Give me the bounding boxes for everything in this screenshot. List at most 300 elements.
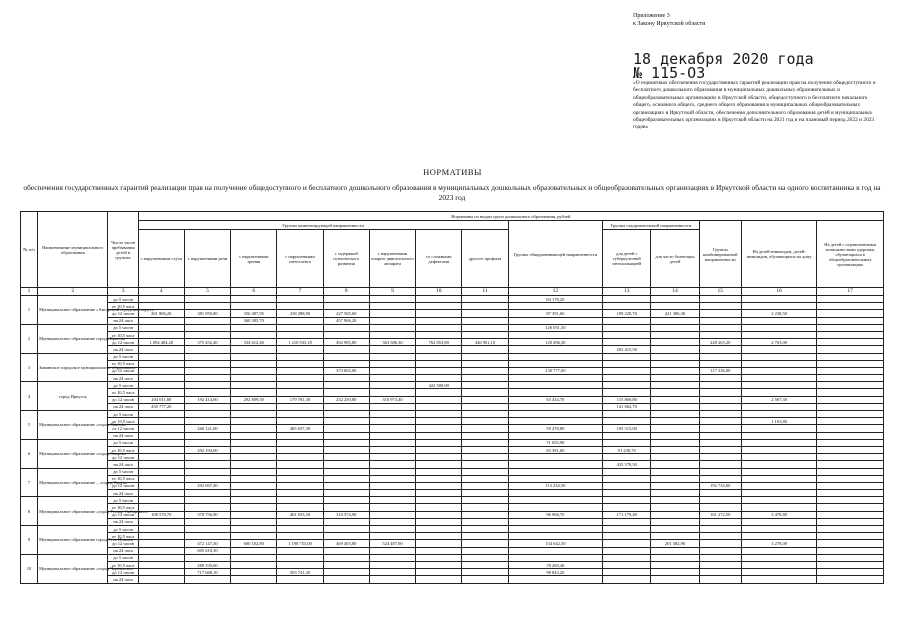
- value-cell: [651, 317, 699, 324]
- value-cell: [323, 331, 369, 338]
- hours-cell: до 5 часов: [108, 324, 138, 331]
- value-cell: [817, 518, 884, 525]
- value-cell: [277, 303, 323, 310]
- value-cell: [277, 446, 323, 453]
- appendix-law-ref: к Закону Иркутской области: [633, 21, 706, 27]
- value-cell: [462, 504, 508, 511]
- value-cell: [603, 382, 651, 389]
- hours-cell: до 12 часов: [108, 540, 138, 547]
- value-cell: [369, 432, 415, 439]
- hours-cell: до 12 часов: [108, 310, 138, 317]
- value-cell: [603, 554, 651, 561]
- value-cell: [231, 576, 277, 583]
- value-cell: 360 385,70: [231, 317, 277, 324]
- value-cell: [277, 576, 323, 583]
- value-cell: 1 094 404,20: [138, 339, 184, 346]
- value-cell: [508, 382, 603, 389]
- value-cell: [416, 403, 462, 410]
- value-cell: [817, 533, 884, 540]
- value-cell: [138, 540, 184, 547]
- value-cell: 260 121,00: [184, 425, 230, 432]
- table-row: [21, 504, 884, 511]
- column-number: 5: [184, 288, 230, 296]
- value-cell: [817, 446, 884, 453]
- value-cell: [277, 360, 323, 367]
- value-cell: [369, 418, 415, 425]
- value-cell: [508, 303, 603, 310]
- value-cell: [651, 576, 699, 583]
- value-cell: 356 487,95: [231, 310, 277, 317]
- municipality-name: Муниципальное образование «город Саянск»: [38, 411, 108, 440]
- value-cell: [323, 533, 369, 540]
- value-cell: [741, 317, 816, 324]
- value-cell: [651, 526, 699, 533]
- value-cell: [699, 360, 741, 367]
- value-cell: [231, 547, 277, 554]
- hours-cell: до 12 часов: [108, 569, 138, 576]
- value-cell: [699, 497, 741, 504]
- value-cell: [369, 411, 415, 418]
- value-cell: [651, 468, 699, 475]
- value-cell: [277, 526, 323, 533]
- value-cell: [817, 547, 884, 554]
- table-row: [21, 561, 884, 568]
- value-cell: [184, 576, 230, 583]
- value-cell: [416, 504, 462, 511]
- value-cell: [603, 367, 651, 374]
- value-cell: [416, 461, 462, 468]
- header-municipality: Наименование муниципального образования: [38, 212, 108, 288]
- column-number: 11: [462, 288, 508, 296]
- value-cell: [462, 446, 508, 453]
- value-cell: 204 011,80: [138, 396, 184, 403]
- value-cell: [817, 389, 884, 396]
- value-cell: 1 198 753,00: [277, 540, 323, 547]
- value-cell: [603, 504, 651, 511]
- value-cell: [462, 403, 508, 410]
- header-col8: с задержкой психического развития: [323, 230, 369, 288]
- value-cell: [603, 490, 651, 497]
- value-cell: [231, 526, 277, 533]
- value-cell: 439 777,20: [138, 403, 184, 410]
- value-cell: [231, 490, 277, 497]
- hours-cell: на 24 часа: [108, 346, 138, 353]
- header-num: № п/п: [21, 212, 38, 288]
- value-cell: [699, 303, 741, 310]
- value-cell: [416, 446, 462, 453]
- value-cell: [416, 475, 462, 482]
- value-cell: [462, 576, 508, 583]
- hours-cell: до 5 часов: [108, 411, 138, 418]
- value-cell: [508, 331, 603, 338]
- value-cell: [138, 360, 184, 367]
- value-cell: [231, 468, 277, 475]
- row-number: 3: [21, 353, 38, 382]
- table-row: [21, 324, 884, 331]
- value-cell: [651, 432, 699, 439]
- value-cell: [462, 526, 508, 533]
- value-cell: [184, 439, 230, 446]
- value-cell: [231, 425, 277, 432]
- value-cell: [323, 411, 369, 418]
- value-cell: 201 382,90: [651, 540, 699, 547]
- hours-cell: до 5 часов: [108, 382, 138, 389]
- column-number: 1: [21, 288, 38, 296]
- value-cell: [184, 367, 230, 374]
- value-cell: [231, 554, 277, 561]
- value-cell: 141 662,70: [603, 403, 651, 410]
- value-cell: [651, 475, 699, 482]
- value-cell: [462, 310, 508, 317]
- value-cell: [184, 432, 230, 439]
- value-cell: [651, 339, 699, 346]
- value-cell: [416, 554, 462, 561]
- value-cell: [231, 296, 277, 303]
- value-cell: [462, 432, 508, 439]
- value-cell: [277, 324, 323, 331]
- value-cell: [231, 475, 277, 482]
- value-cell: [462, 360, 508, 367]
- value-cell: [138, 296, 184, 303]
- value-cell: [699, 446, 741, 453]
- value-cell: [184, 418, 230, 425]
- value-cell: 83 391,60: [508, 446, 603, 453]
- value-cell: [603, 418, 651, 425]
- value-cell: [699, 526, 741, 533]
- value-cell: 2 567,30: [741, 396, 816, 403]
- value-cell: [416, 432, 462, 439]
- value-cell: [699, 569, 741, 576]
- value-cell: [741, 324, 816, 331]
- value-cell: [462, 569, 508, 576]
- value-cell: [416, 482, 462, 489]
- value-cell: 171 179,40: [603, 511, 651, 518]
- value-cell: [277, 547, 323, 554]
- municipality-name: Муниципальное образование «город Свирск»: [38, 439, 108, 468]
- value-cell: [369, 482, 415, 489]
- value-cell: [277, 296, 323, 303]
- value-cell: [817, 497, 884, 504]
- municipality-name: Муниципальное образование «Ангарский городской округ»: [38, 296, 108, 325]
- value-cell: [462, 497, 508, 504]
- value-cell: 717 668,10: [184, 569, 230, 576]
- value-cell: [603, 432, 651, 439]
- value-cell: [138, 346, 184, 353]
- value-cell: [416, 360, 462, 367]
- hours-cell: от 10,5 часа: [108, 533, 138, 540]
- value-cell: [231, 511, 277, 518]
- value-cell: [231, 411, 277, 418]
- value-cell: [817, 360, 884, 367]
- value-cell: [462, 411, 508, 418]
- value-cell: [699, 533, 741, 540]
- value-cell: [369, 375, 415, 382]
- header-col13: для детей с туберкулезной интоксикацией: [603, 230, 651, 288]
- value-cell: [369, 331, 415, 338]
- value-cell: [817, 425, 884, 432]
- value-cell: [651, 418, 699, 425]
- value-cell: 370 756,90: [184, 511, 230, 518]
- value-cell: [603, 375, 651, 382]
- table-row: [21, 375, 884, 382]
- value-cell: [277, 439, 323, 446]
- hours-cell: до 5 часов: [108, 554, 138, 561]
- value-cell: [138, 490, 184, 497]
- header-col11: другого профиля: [462, 230, 508, 288]
- value-cell: [138, 576, 184, 583]
- value-cell: [603, 296, 651, 303]
- value-cell: [651, 454, 699, 461]
- value-cell: [651, 331, 699, 338]
- value-cell: 238 288,90: [277, 310, 323, 317]
- value-cell: [741, 446, 816, 453]
- appendix-label: Приложение 3: [633, 13, 670, 19]
- value-cell: 3 478,80: [741, 511, 816, 518]
- value-cell: [741, 576, 816, 583]
- value-cell: [416, 331, 462, 338]
- value-cell: [508, 346, 603, 353]
- table-header: [21, 212, 884, 288]
- value-cell: [416, 367, 462, 374]
- value-cell: [277, 346, 323, 353]
- value-cell: 232 250,80: [323, 396, 369, 403]
- value-cell: 373 603,00: [323, 367, 369, 374]
- value-cell: 472 147,30: [184, 540, 230, 547]
- value-cell: [817, 432, 884, 439]
- row-number: 7: [21, 468, 38, 497]
- value-cell: [138, 432, 184, 439]
- value-cell: [651, 518, 699, 525]
- column-number: 4: [138, 288, 184, 296]
- value-cell: [323, 518, 369, 525]
- value-cell: [699, 396, 741, 403]
- value-cell: [369, 389, 415, 396]
- value-cell: 98 843,20: [508, 569, 603, 576]
- value-cell: [603, 353, 651, 360]
- value-cell: [699, 475, 741, 482]
- value-cell: [277, 454, 323, 461]
- value-cell: 605 610,30: [184, 547, 230, 554]
- value-cell: [651, 533, 699, 540]
- value-cell: [277, 331, 323, 338]
- value-cell: [138, 561, 184, 568]
- value-cell: [323, 547, 369, 554]
- value-cell: [277, 367, 323, 374]
- value-cell: [138, 547, 184, 554]
- hours-cell: от 10,5 часа: [108, 360, 138, 367]
- value-cell: [184, 317, 230, 324]
- value-cell: [603, 482, 651, 489]
- value-cell: [369, 461, 415, 468]
- date-number-stamp: [633, 52, 814, 80]
- value-cell: 292 194,00: [184, 446, 230, 453]
- value-cell: [369, 382, 415, 389]
- value-cell: [138, 518, 184, 525]
- column-numbers-row: [21, 288, 884, 296]
- column-number: 2: [38, 288, 108, 296]
- hours-cell: до 12 часов: [108, 339, 138, 346]
- value-cell: [462, 396, 508, 403]
- value-cell: [184, 324, 230, 331]
- header-col6: с нарушениями зрения: [231, 230, 277, 288]
- value-cell: [138, 468, 184, 475]
- value-cell: [603, 468, 651, 475]
- value-cell: [462, 425, 508, 432]
- law-description: «О нормативах обеспечения государственных гарантий реализации прав на получение общедоступного и бесплатного дошкольного образования в муниципальных дошкольных образовательных и общеобразовательных организациях в Иркутской области, общедоступного и бесплатного начального общего, основного общего, среднего общего образования в муниципальных общеобразовательных организациях в Иркутской области, обеспечения дополнительного образования детей в муниципальных общеобразовательных организациях в Иркутской области на 2021 год и на плановый период 2022 и 2023 годов»: [633, 80, 876, 131]
- table-row: [21, 490, 884, 497]
- value-cell: 292 809,50: [231, 396, 277, 403]
- value-cell: 446 901,10: [462, 339, 508, 346]
- hours-cell: до 5 часов: [108, 439, 138, 446]
- value-cell: 113 234,50: [508, 482, 603, 489]
- header-col7: с нарушениями интеллекта: [277, 230, 323, 288]
- table-row: [21, 432, 884, 439]
- value-cell: [369, 547, 415, 554]
- value-cell: [416, 346, 462, 353]
- value-cell: [462, 482, 508, 489]
- normatives-table: [20, 211, 884, 584]
- value-cell: [817, 353, 884, 360]
- value-cell: 289 335,60: [184, 561, 230, 568]
- value-cell: [231, 533, 277, 540]
- table-row: [21, 389, 884, 396]
- value-cell: [508, 411, 603, 418]
- value-cell: 227 565,60: [323, 310, 369, 317]
- table-row: [21, 554, 884, 561]
- value-cell: [416, 396, 462, 403]
- value-cell: [462, 367, 508, 374]
- value-cell: [699, 403, 741, 410]
- value-cell: [817, 482, 884, 489]
- value-cell: [508, 375, 603, 382]
- value-cell: [369, 310, 415, 317]
- value-cell: [416, 418, 462, 425]
- hours-cell: до 5 часов: [108, 468, 138, 475]
- value-cell: [651, 504, 699, 511]
- value-cell: [508, 490, 603, 497]
- value-cell: 762 853,80: [416, 339, 462, 346]
- value-cell: [138, 324, 184, 331]
- value-cell: [699, 504, 741, 511]
- value-cell: [603, 533, 651, 540]
- value-cell: [277, 418, 323, 425]
- value-cell: [184, 526, 230, 533]
- value-cell: [138, 461, 184, 468]
- table-row: [21, 518, 884, 525]
- value-cell: [699, 468, 741, 475]
- value-cell: [277, 533, 323, 540]
- column-number: 10: [416, 288, 462, 296]
- value-cell: 117 336,00: [699, 367, 741, 374]
- value-cell: [231, 331, 277, 338]
- value-cell: [369, 317, 415, 324]
- value-cell: [231, 569, 277, 576]
- value-cell: [741, 382, 816, 389]
- value-cell: 381 950,80: [184, 310, 230, 317]
- value-cell: [817, 346, 884, 353]
- table-row: [21, 482, 884, 489]
- value-cell: [741, 411, 816, 418]
- value-cell: [323, 497, 369, 504]
- value-cell: [699, 561, 741, 568]
- value-cell: 105 515,00: [603, 425, 651, 432]
- value-cell: [508, 518, 603, 525]
- value-cell: [817, 310, 884, 317]
- value-cell: [369, 353, 415, 360]
- value-cell: [603, 576, 651, 583]
- value-cell: [184, 303, 230, 310]
- value-cell: [416, 411, 462, 418]
- value-cell: [231, 461, 277, 468]
- value-cell: [462, 331, 508, 338]
- value-cell: [416, 353, 462, 360]
- value-cell: [508, 468, 603, 475]
- value-cell: [651, 403, 699, 410]
- value-cell: [231, 346, 277, 353]
- column-number: 13: [603, 288, 651, 296]
- value-cell: [369, 576, 415, 583]
- hours-cell: до 10,5 часа: [108, 418, 138, 425]
- value-cell: [651, 296, 699, 303]
- value-cell: 457 966,20: [323, 317, 369, 324]
- value-cell: 115 869,80: [603, 396, 651, 403]
- header-health: Группы оздоровительной направленности: [603, 221, 700, 230]
- value-cell: [323, 461, 369, 468]
- date-stamp: 18 декабря 2020 года: [633, 50, 814, 68]
- value-cell: [323, 389, 369, 396]
- value-cell: [741, 468, 816, 475]
- hours-cell: на 24 часа: [108, 403, 138, 410]
- value-cell: [651, 411, 699, 418]
- value-cell: [651, 561, 699, 568]
- value-cell: [184, 454, 230, 461]
- value-cell: [462, 547, 508, 554]
- table-row: [21, 382, 884, 389]
- value-cell: [416, 561, 462, 568]
- table-row: [21, 547, 884, 554]
- value-cell: [817, 554, 884, 561]
- value-cell: [184, 331, 230, 338]
- table-row: [21, 339, 884, 346]
- row-number: 6: [21, 439, 38, 468]
- value-cell: [231, 403, 277, 410]
- value-cell: [508, 554, 603, 561]
- value-cell: [741, 331, 816, 338]
- column-number: 3: [108, 288, 138, 296]
- hours-cell: на 24 часа: [108, 375, 138, 382]
- value-cell: [138, 475, 184, 482]
- header-col9: с нарушениями опорно-двигательного аппарата: [369, 230, 415, 288]
- value-cell: [369, 303, 415, 310]
- value-cell: [741, 367, 816, 374]
- value-cell: 78 269,40: [508, 561, 603, 568]
- header-col14: для часто болеющих детей: [651, 230, 699, 288]
- value-cell: [462, 353, 508, 360]
- value-cell: 363 586,30: [369, 339, 415, 346]
- value-cell: [462, 317, 508, 324]
- table-row: [21, 346, 884, 353]
- value-cell: [817, 511, 884, 518]
- value-cell: [323, 475, 369, 482]
- value-cell: [277, 554, 323, 561]
- value-cell: [184, 533, 230, 540]
- value-cell: [603, 526, 651, 533]
- hours-cell: до 12 часов: [108, 367, 138, 374]
- value-cell: [741, 482, 816, 489]
- value-cell: [416, 317, 462, 324]
- value-cell: [416, 518, 462, 525]
- value-cell: 192 414,00: [184, 396, 230, 403]
